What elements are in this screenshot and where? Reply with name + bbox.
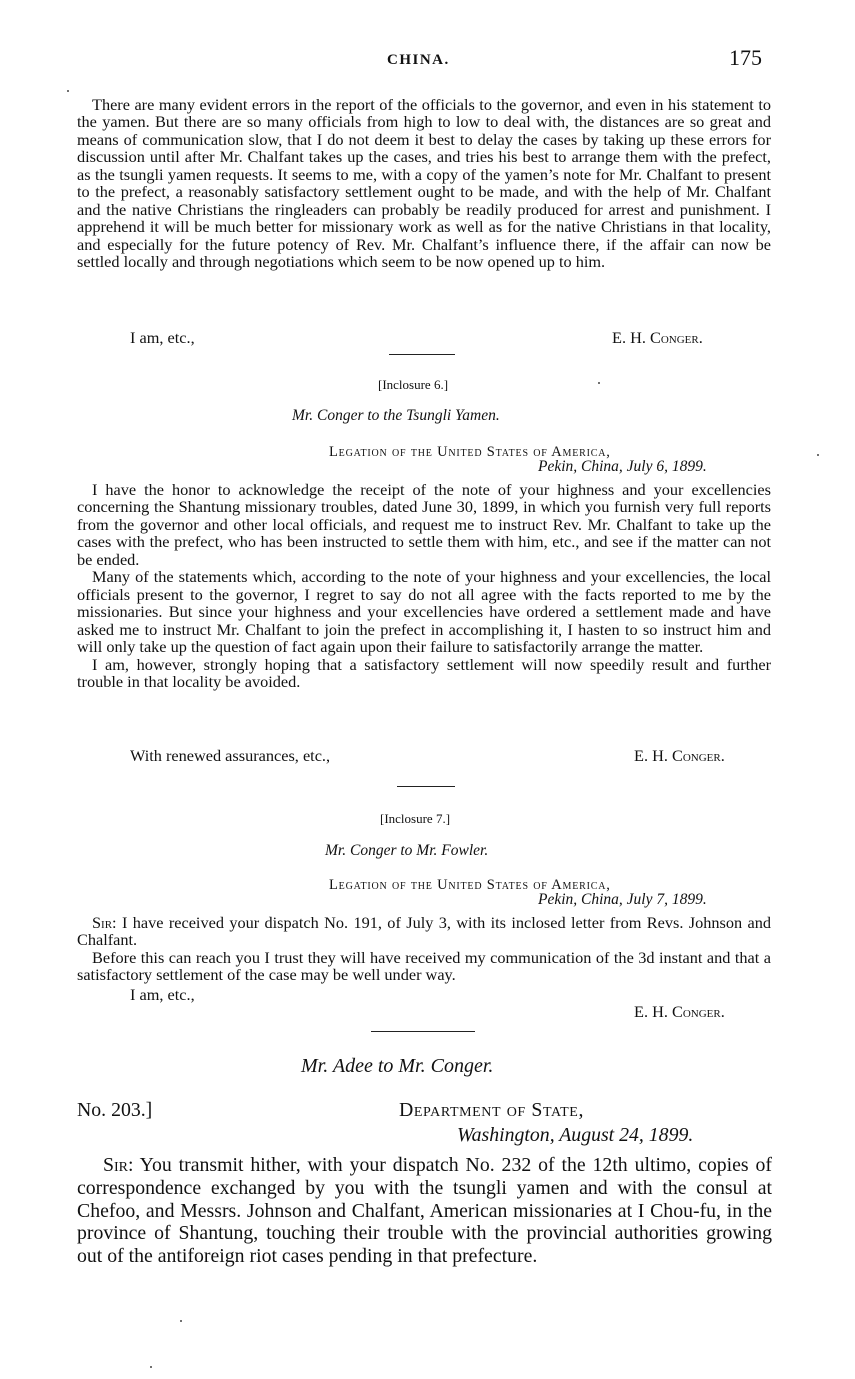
divider [371, 1031, 475, 1032]
signature: E. H. Conger. [634, 1002, 725, 1021]
inclosure-label: [Inclosure 7.] [380, 811, 451, 826]
divider [389, 354, 455, 355]
closing-line: I am, etc., [130, 985, 195, 1004]
closing-line: With renewed assurances, etc., [130, 746, 331, 765]
paragraph [77, 1154, 772, 1268]
signature: E. H. Conger. [634, 746, 725, 765]
divider [397, 786, 455, 787]
inclosure6-body [77, 481, 771, 690]
paragraph [77, 914, 771, 949]
paragraph-text: I have received your dispatch No. 191, of July 3, with its inclosed letter from Revs. Johnson and Chalfant. [77, 913, 771, 950]
dispatch-number: No. 203.] [77, 1099, 153, 1121]
salutation: Sir: [92, 913, 117, 932]
paragraph: There are many evident errors in the report of the officials to the governor, and even in his statement to the yamen. But there are so many officials from high to low to deal with, the distances are so great and means of communication slow, that I do not deem it best to delay the cases by taking up these errors for discussion until after Mr. Chalfant takes up the cases, and tries his best to arrange them with the prefect, as the tsungli yamen requests. It seems to me, with a copy of the yamen’s note for Mr. Chalfant to present to the prefect, a reasonably satisfactory settlement ought to be made, and with the help of Mr. Chalfant and the native Christians the ringleaders can probably be readily produced for arrest and punishment. I apprehend it will be much better for missionary work as well as for the native Christians in that locality, and especially for the future potency of Rev. Mr. Chalfant’s influence there, if the affair can now be settled locally and through negotiations which seem to be now opened up to him. [77, 95, 771, 272]
letter-heading: Mr. Conger to Mr. Fowler. [325, 842, 489, 859]
legation-line: Legation of the United States of America, [329, 444, 611, 460]
print-speck [180, 1320, 182, 1322]
inclosure-label: [Inclosure 6.] [378, 377, 449, 392]
salutation: Sir: [103, 1154, 134, 1176]
paragraph-text: You transmit hither, with your dispatch No. 232 of the 12th ultimo, copies of correspondence exchanged by you with the tsungli yamen and with the consul at Chefoo, and Messrs. Johnson and Chalfant, American missionaries at I Chou-fu, in the province of Shantung, touching their trouble with the provincial authorities growing out of the antiforeign riot cases pending in that prefecture. [77, 1154, 772, 1268]
department-line: Department of State, [399, 1099, 584, 1121]
place-date: Pekin, China, July 7, 1899. [538, 891, 707, 908]
place-date: Washington, August 24, 1899. [457, 1124, 694, 1146]
adee-letter-body [77, 1154, 772, 1268]
paragraph: Many of the statements which, according to the note of your highness and your excellencies, the local officials present to the governor, I regret to say do not all agree with the facts reported to me by the missionaries. But since your highness and your excellencies have ordered a settlement made and have asked me to instruct Mr. Chalfant to join the prefect in accomplishing it, I hasten to so instruct him and will only take up the question of fact again upon their failure to satisfactorily arrange the matter. [77, 567, 771, 657]
paragraph: I am, however, strongly hoping that a satisfactory settlement will now speedily result and further trouble in that locality be avoided. [77, 654, 771, 691]
previous-letter-body [77, 96, 771, 271]
signature: E. H. Conger. [612, 328, 703, 347]
closing-line: I am, etc., [130, 328, 195, 347]
print-speck [817, 454, 819, 456]
print-speck [598, 382, 600, 384]
legation-line: Legation of the United States of America, [329, 877, 611, 893]
running-title: CHINA. [387, 52, 450, 68]
letter-heading: Mr. Conger to the Tsungli Yamen. [292, 407, 500, 424]
paragraph: I have the honor to acknowledge the receipt of the note of your highness and your excellencies concerning the Shantung missionary troubles, dated June 30, 1899, in which you furnish very full reports from the governor and other local officials, and request me to instruct Rev. Mr. Chalfant to take up the cases with the prefect, who has been instructed to settle them with him, etc., and see if the matter can not be ended. [77, 480, 771, 569]
print-speck [67, 90, 69, 92]
letter-heading: Mr. Adee to Mr. Conger. [301, 1055, 494, 1077]
place-date: Pekin, China, July 6, 1899. [538, 458, 707, 475]
paragraph: Before this can reach you I trust they will have received my communication of the 3d instant and that a satisfactory settlement of the case may be well under way. [77, 947, 771, 985]
page-number: 175 [729, 45, 762, 70]
inclosure7-body [77, 914, 771, 984]
print-speck [150, 1366, 152, 1368]
